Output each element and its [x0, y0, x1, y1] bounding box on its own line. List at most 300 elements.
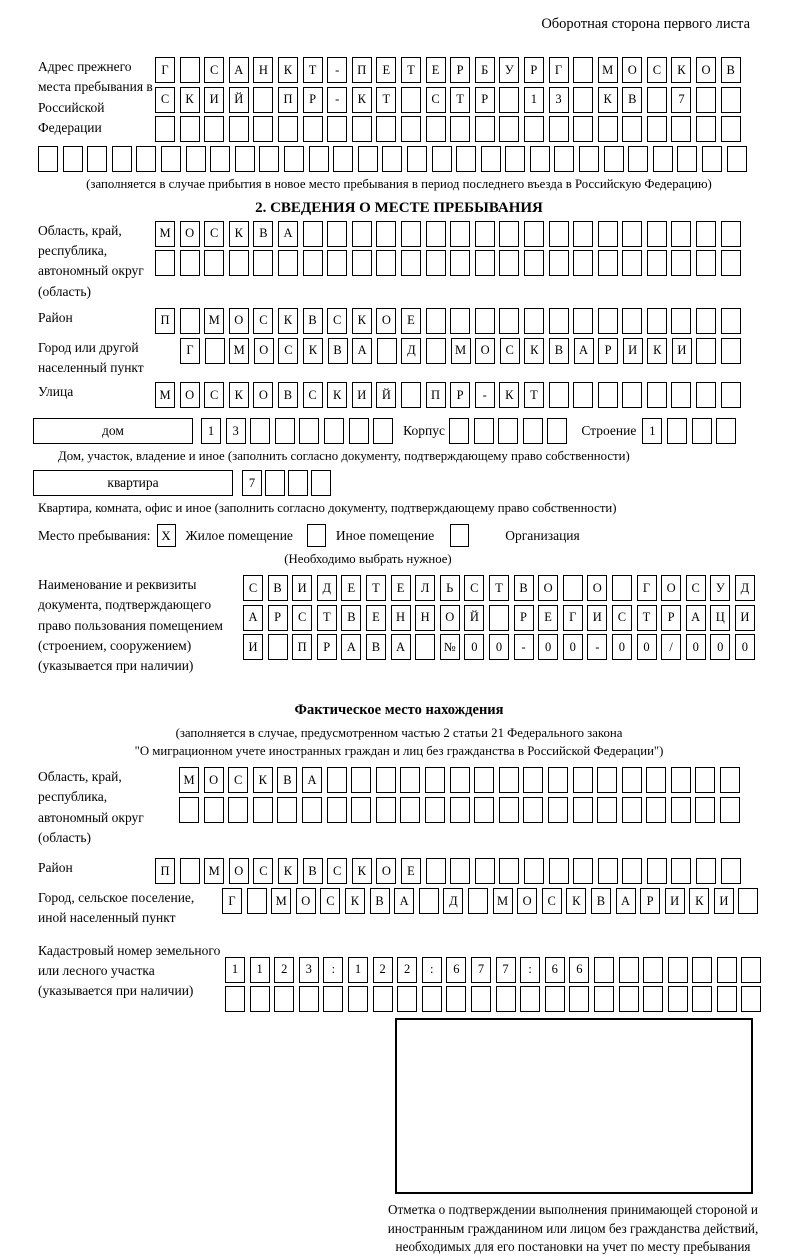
char-cell: Ц [710, 605, 730, 631]
char-cell [499, 250, 519, 276]
char-cell [351, 797, 371, 823]
char-cell [373, 418, 393, 444]
char-cell: О [696, 57, 716, 83]
char-cell [549, 308, 569, 334]
char-cell-row [243, 605, 755, 631]
char-cell: К [303, 338, 323, 364]
char-cell [499, 308, 519, 334]
char-cell [426, 858, 446, 884]
stroenie-cells [642, 418, 736, 444]
char-cell: О [622, 57, 642, 83]
char-cell [721, 382, 741, 408]
char-cell: И [735, 605, 755, 631]
char-cell: П [155, 858, 175, 884]
char-cell: С [327, 308, 347, 334]
char-cell: О [229, 858, 249, 884]
char-cell [523, 418, 543, 444]
char-cell [475, 858, 495, 884]
char-cell [524, 116, 544, 142]
char-cell [450, 767, 470, 793]
char-cell: В [328, 338, 348, 364]
char-cell: А [341, 634, 361, 660]
char-cell [622, 250, 642, 276]
char-cell [446, 986, 466, 1012]
char-cell [376, 797, 396, 823]
char-cell: К [278, 57, 298, 83]
char-cell [475, 308, 495, 334]
char-cell: Т [303, 57, 323, 83]
char-cell: В [278, 382, 298, 408]
char-cell: В [366, 634, 386, 660]
char-cell: О [180, 221, 200, 247]
char-cell: О [229, 308, 249, 334]
char-cell [351, 767, 371, 793]
char-cell [299, 986, 319, 1012]
fact-city-field [38, 888, 760, 929]
char-cell [275, 418, 295, 444]
char-cell [352, 250, 372, 276]
organization-checkbox [450, 524, 469, 547]
char-cell [474, 797, 494, 823]
char-cell: Т [401, 57, 421, 83]
char-cell [401, 250, 421, 276]
char-cell: 6 [545, 957, 565, 983]
char-cell [741, 986, 761, 1012]
char-cell: В [721, 57, 741, 83]
fact-region-field [38, 767, 760, 848]
char-cell [38, 146, 58, 172]
char-cell [377, 338, 397, 364]
char-cell [250, 418, 270, 444]
char-cell [253, 797, 273, 823]
char-cell [450, 858, 470, 884]
char-cell: М [271, 888, 291, 914]
char-cell: Г [155, 57, 175, 83]
actual-location-note1: (заполняется в случае, предусмотренном частью 2 статьи 21 Федерального закона [175, 726, 623, 741]
char-cell: К [278, 858, 298, 884]
char-cell: 1 [524, 87, 544, 113]
char-cell: О [475, 338, 495, 364]
char-cell: Р [514, 605, 534, 631]
char-cell: Е [391, 575, 411, 601]
char-cell: А [243, 605, 263, 631]
char-cell [598, 858, 618, 884]
char-cell: И [587, 605, 607, 631]
char-cell [499, 221, 519, 247]
char-cell: 7 [242, 470, 262, 496]
char-cell [475, 221, 495, 247]
char-cell: С [686, 575, 706, 601]
region-field [38, 221, 760, 302]
char-cell: П [292, 634, 312, 660]
char-cell [520, 986, 540, 1012]
char-cell [647, 221, 667, 247]
char-cell-row [155, 250, 741, 276]
char-cell [327, 767, 347, 793]
char-cell [278, 250, 298, 276]
char-cell: 6 [446, 957, 466, 983]
char-cell [647, 116, 667, 142]
char-cell: - [587, 634, 607, 660]
char-cell: С [303, 382, 323, 408]
char-cell [250, 986, 270, 1012]
char-cell: Й [229, 87, 249, 113]
char-cell [738, 888, 758, 914]
char-cell: 2 [373, 957, 393, 983]
char-cell [253, 250, 273, 276]
document-field [38, 575, 760, 676]
char-cell: Г [549, 57, 569, 83]
char-cell: Н [253, 57, 273, 83]
char-cell: С [612, 605, 632, 631]
char-cell: Р [303, 87, 323, 113]
char-cell: С [426, 87, 446, 113]
char-cell-row-full-width [38, 146, 760, 172]
char-cell [716, 418, 736, 444]
confirmation-stamp-caption: Отметка о подтверждении выполнения принимающей стороной и иностранным гражданином или лицом без гражданства действий, необходимых для его постановки на учет по месту пребывания [387, 1202, 759, 1255]
char-cell [523, 797, 543, 823]
char-cell [400, 797, 420, 823]
char-cell [622, 382, 642, 408]
stay-type-label: Место пребывания: [38, 527, 151, 543]
char-cell [622, 308, 642, 334]
char-cell: В [303, 308, 323, 334]
char-cell [299, 418, 319, 444]
char-cell: - [475, 382, 495, 408]
fact-district-field [38, 858, 760, 884]
char-cell: М [204, 308, 224, 334]
previous-address-cell-rows [155, 57, 741, 142]
city-field [38, 338, 760, 379]
stay-type-row [38, 524, 760, 547]
section2-title: 2. СВЕДЕНИЯ О МЕСТЕ ПРЕБЫВАНИЯ [255, 199, 543, 216]
char-cell-row [155, 87, 741, 113]
char-cell [573, 858, 593, 884]
char-cell [401, 382, 421, 408]
char-cell [721, 116, 741, 142]
char-cell: К [180, 87, 200, 113]
char-cell: Р [475, 87, 495, 113]
char-cell: В [303, 858, 323, 884]
char-cell: С [155, 87, 175, 113]
char-cell [180, 116, 200, 142]
char-cell: И [352, 382, 372, 408]
char-cell: 0 [538, 634, 558, 660]
char-cell: К [524, 338, 544, 364]
char-cell [426, 338, 446, 364]
char-cell: 2 [274, 957, 294, 983]
char-cell [253, 87, 273, 113]
char-cell: К [229, 382, 249, 408]
char-cell [573, 308, 593, 334]
city-label: Город или другой населенный пункт [38, 339, 144, 376]
char-cell: Ь [440, 575, 460, 601]
char-cell: О [661, 575, 681, 601]
char-cell [647, 382, 667, 408]
char-cell: В [341, 605, 361, 631]
char-cell: В [514, 575, 534, 601]
char-cell: Д [735, 575, 755, 601]
char-cell: Д [317, 575, 337, 601]
char-cell-row [155, 116, 741, 142]
other-premises-label: Иное помещение [335, 527, 435, 543]
char-cell [474, 767, 494, 793]
fact-district-label: Район [38, 860, 73, 876]
char-cell [619, 957, 639, 983]
char-cell: С [278, 338, 298, 364]
residential-checkbox: X [157, 524, 176, 547]
char-cell [721, 308, 741, 334]
char-cell: О [440, 605, 460, 631]
char-cell-row [155, 382, 741, 408]
char-cell: 3 [549, 87, 569, 113]
char-cell [259, 146, 279, 172]
char-cell: 1 [348, 957, 368, 983]
char-cell [671, 858, 691, 884]
region-label: Область, край, республика, автономный округ (область) [38, 222, 144, 299]
char-cell: К [278, 308, 298, 334]
char-cell [622, 797, 642, 823]
char-cell [475, 250, 495, 276]
char-cell [180, 308, 200, 334]
district-field [38, 308, 760, 334]
previous-address-label: Адрес прежнего места пребывания в Российской Федерации [38, 59, 153, 135]
char-cell [646, 767, 666, 793]
char-cell: Е [538, 605, 558, 631]
char-cell [696, 858, 716, 884]
char-cell: Т [317, 605, 337, 631]
char-cell: Д [443, 888, 463, 914]
fact-city-label: Город, сельское поселение, иной населенный пункт [38, 890, 195, 926]
cadastre-cell-rows [225, 941, 761, 1013]
char-cell: П [352, 57, 372, 83]
char-cell [671, 221, 691, 247]
char-cell: 0 [563, 634, 583, 660]
char-cell [696, 250, 716, 276]
stroenie-label: Строение [581, 423, 637, 439]
char-cell: 7 [471, 957, 491, 983]
char-cell [727, 146, 747, 172]
char-cell [274, 986, 294, 1012]
char-cell [475, 116, 495, 142]
char-cell [311, 470, 331, 496]
char-cell [668, 986, 688, 1012]
char-cell: С [204, 57, 224, 83]
char-cell: С [228, 767, 248, 793]
char-cell [524, 221, 544, 247]
char-cell: Р [268, 605, 288, 631]
char-cell: : [323, 957, 343, 983]
char-cell [612, 575, 632, 601]
char-cell [449, 418, 469, 444]
char-cell: К [327, 382, 347, 408]
char-cell [677, 146, 697, 172]
char-cell: С [320, 888, 340, 914]
char-cell [397, 986, 417, 1012]
char-cell [499, 87, 519, 113]
char-cell [671, 767, 691, 793]
char-cell [720, 797, 740, 823]
char-cell-row [222, 888, 758, 914]
char-cell: 2 [397, 957, 417, 983]
char-cell [598, 308, 618, 334]
char-cell [425, 767, 445, 793]
char-cell [647, 858, 667, 884]
char-cell [549, 858, 569, 884]
char-cell [573, 250, 593, 276]
residential-label: Жилое помещение [185, 527, 293, 543]
char-cell [426, 250, 446, 276]
char-cell: Т [376, 87, 396, 113]
house-box: дом [33, 418, 193, 444]
char-cell [545, 986, 565, 1012]
char-cell [87, 146, 107, 172]
char-cell [376, 116, 396, 142]
char-cell [646, 797, 666, 823]
char-cell [349, 418, 369, 444]
char-cell: Л [415, 575, 435, 601]
char-cell [302, 797, 322, 823]
char-cell [579, 146, 599, 172]
char-cell: И [672, 338, 692, 364]
char-cell [696, 116, 716, 142]
char-cell: А [616, 888, 636, 914]
char-cell [180, 858, 200, 884]
char-cell [63, 146, 83, 172]
char-cell: 0 [489, 634, 509, 660]
char-cell [643, 986, 663, 1012]
char-cell [426, 221, 446, 247]
char-cell: 0 [637, 634, 657, 660]
char-cell [204, 250, 224, 276]
char-cell: Е [401, 858, 421, 884]
char-cell [327, 221, 347, 247]
char-cell: А [302, 767, 322, 793]
char-cell [474, 418, 494, 444]
char-cell: В [268, 575, 288, 601]
char-cell [303, 116, 323, 142]
char-cell: Г [563, 605, 583, 631]
char-cell: С [500, 338, 520, 364]
char-cell [376, 767, 396, 793]
char-cell: Й [376, 382, 396, 408]
char-cell: 1 [225, 957, 245, 983]
char-cell [702, 146, 722, 172]
char-cell: М [451, 338, 471, 364]
char-cell: К [352, 87, 372, 113]
apartment-box: квартира [33, 470, 233, 496]
char-cell: О [253, 382, 273, 408]
char-cell-row [155, 57, 741, 83]
char-cell [496, 986, 516, 1012]
char-cell: Й [464, 605, 484, 631]
char-cell: К [345, 888, 365, 914]
char-cell-row [180, 338, 741, 364]
char-cell: Г [222, 888, 242, 914]
document-label: Наименование и реквизиты документа, подтверждающего право пользования помещением (строением, сооружением) (указывается при наличии) [38, 577, 223, 674]
char-cell [376, 221, 396, 247]
char-cell [155, 116, 175, 142]
char-cell [671, 250, 691, 276]
char-cell: Р [524, 57, 544, 83]
char-cell [741, 957, 761, 983]
char-cell [548, 797, 568, 823]
char-cell [333, 146, 353, 172]
char-cell [549, 116, 569, 142]
char-cell: 1 [201, 418, 221, 444]
char-cell: К [253, 767, 273, 793]
char-cell: О [538, 575, 558, 601]
char-cell [695, 797, 715, 823]
char-cell [327, 797, 347, 823]
char-cell [284, 146, 304, 172]
char-cell: И [292, 575, 312, 601]
char-cell-row [179, 797, 740, 823]
char-cell [352, 221, 372, 247]
char-cell [450, 116, 470, 142]
char-cell: П [426, 382, 446, 408]
char-cell [696, 308, 716, 334]
char-cell: Е [341, 575, 361, 601]
char-cell [622, 858, 642, 884]
char-cell [671, 116, 691, 142]
char-cell: И [243, 634, 263, 660]
char-cell: О [204, 767, 224, 793]
char-cell: С [647, 57, 667, 83]
char-cell: 7 [671, 87, 691, 113]
char-cell [597, 797, 617, 823]
char-cell [456, 146, 476, 172]
char-cell: С [253, 858, 273, 884]
char-cell [598, 250, 618, 276]
char-cell [523, 767, 543, 793]
char-cell [604, 146, 624, 172]
char-cell [358, 146, 378, 172]
char-cell [277, 797, 297, 823]
char-cell: Р [661, 605, 681, 631]
char-cell [696, 221, 716, 247]
char-cell [573, 87, 593, 113]
korpus-cells [449, 418, 567, 444]
char-cell [696, 87, 716, 113]
char-cell [628, 146, 648, 172]
char-cell [303, 250, 323, 276]
char-cell [278, 116, 298, 142]
char-cell [499, 858, 519, 884]
char-cell [573, 382, 593, 408]
char-cell [426, 308, 446, 334]
char-cell: О [376, 858, 396, 884]
char-cell [524, 308, 544, 334]
char-cell [186, 146, 206, 172]
char-cell [563, 575, 583, 601]
char-cell [647, 87, 667, 113]
char-cell [235, 146, 255, 172]
char-cell [112, 146, 132, 172]
char-cell: К [566, 888, 586, 914]
char-cell [210, 146, 230, 172]
char-cell: 1 [642, 418, 662, 444]
char-cell [524, 858, 544, 884]
char-cell [549, 250, 569, 276]
char-cell-row [225, 986, 761, 1012]
char-cell: - [327, 57, 347, 83]
confirmation-stamp-box [395, 1018, 753, 1194]
char-cell [695, 767, 715, 793]
char-cell: Е [401, 308, 421, 334]
char-cell: И [714, 888, 734, 914]
cadastre-field [38, 941, 760, 1013]
